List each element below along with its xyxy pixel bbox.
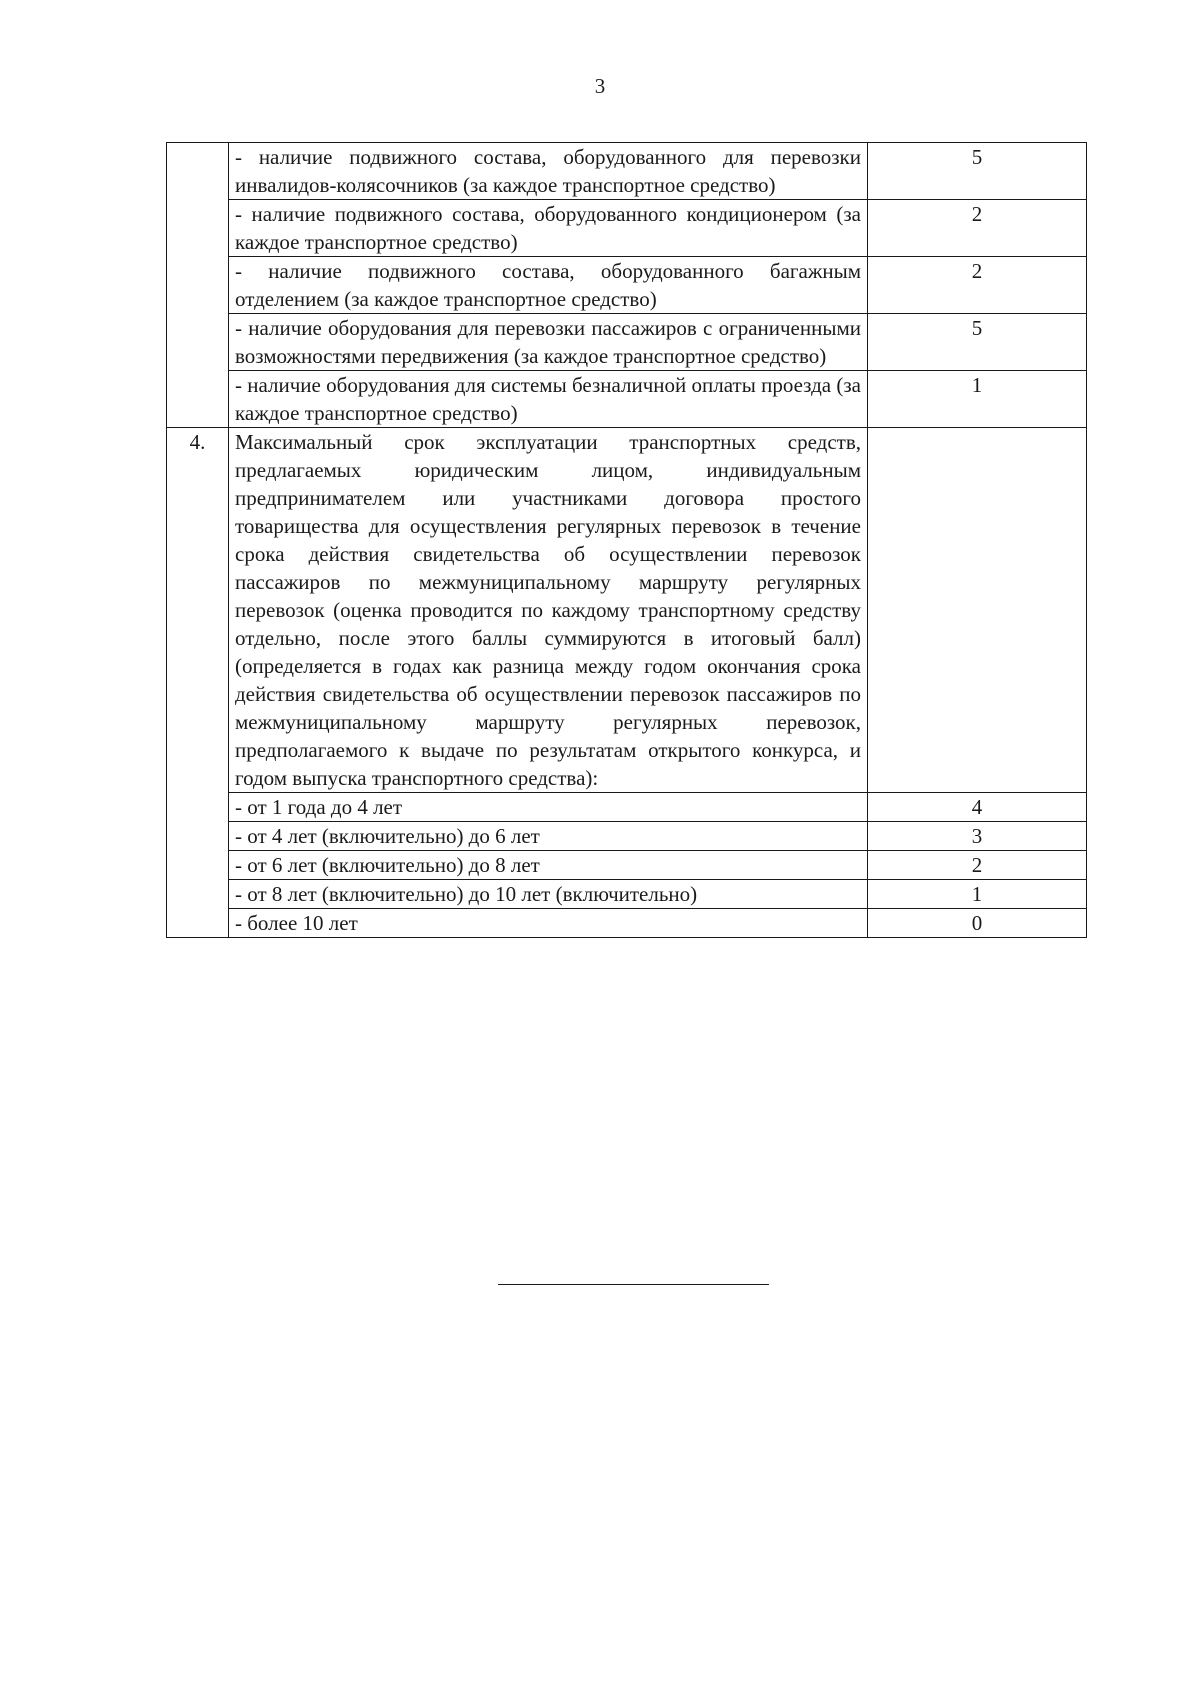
table-row <box>167 371 1087 428</box>
criterion-text: - наличие подвижного состава, оборудованного кондиционером (за каждое транспортное средство) <box>229 200 868 257</box>
criterion-text: - от 4 лет (включительно) до 6 лет <box>229 822 868 851</box>
criterion-text: Максимальный срок эксплуатации транспортных средств, предлагаемых юридическим лицом, индивидуальным предпринимателем или участниками договора простого товарищества для осуществления регулярных перевозок в течение срока действия свидетельства об осуществлении перевозок пассажиров по межмуниципальному маршруту регулярных перевозок (оценка проводится по каждому транспортному средству отдельно, после этого баллы суммируются в итоговый балл) (определяется в годах как разница между годом окончания срока действия свидетельства об осуществлении перевозок пассажиров по межмуниципальному маршруту регулярных перевозок, предполагаемого к выдаче по результатам открытого конкурса, и годом выпуска транспортного средства): <box>229 428 868 793</box>
criterion-text: - наличие оборудования для перевозки пассажиров с ограниченными возможностями передвижения (за каждое транспортное средство) <box>229 314 868 371</box>
criterion-text: - наличие подвижного состава, оборудованного для перевозки инвалидов-колясочников (за каждое транспортное средство) <box>229 143 868 200</box>
score-value: 5 <box>868 143 1087 200</box>
criterion-text: - от 8 лет (включительно) до 10 лет (включительно) <box>229 880 868 909</box>
criterion-text: - более 10 лет <box>229 909 868 938</box>
score-value: 2 <box>868 851 1087 880</box>
table-row <box>167 909 1087 938</box>
table-row <box>167 200 1087 257</box>
criterion-text: - наличие оборудования для системы безналичной оплаты проезда (за каждое транспортное средство) <box>229 371 868 428</box>
score-value: 0 <box>868 909 1087 938</box>
criterion-text: - от 1 года до 4 лет <box>229 793 868 822</box>
table-row <box>167 428 1087 793</box>
criteria-table <box>166 142 1087 938</box>
end-separator-line <box>498 1284 769 1285</box>
score-value: 4 <box>868 793 1087 822</box>
table-row <box>167 793 1087 822</box>
row-number: 4. <box>167 428 229 938</box>
score-value: 2 <box>868 200 1087 257</box>
table-row <box>167 314 1087 371</box>
table-row <box>167 257 1087 314</box>
table-row <box>167 822 1087 851</box>
score-value: 5 <box>868 314 1087 371</box>
score-value: 2 <box>868 257 1087 314</box>
table-row <box>167 143 1087 200</box>
table-row <box>167 880 1087 909</box>
table-row <box>167 851 1087 880</box>
row-number-cell <box>167 143 229 428</box>
page-number: 3 <box>594 74 606 98</box>
criterion-text: - наличие подвижного состава, оборудованного багажным отделением (за каждое транспортное средство) <box>229 257 868 314</box>
score-value: 3 <box>868 822 1087 851</box>
score-value: 1 <box>868 880 1087 909</box>
score-value <box>868 428 1087 793</box>
score-value: 1 <box>868 371 1087 428</box>
criterion-text: - от 6 лет (включительно) до 8 лет <box>229 851 868 880</box>
